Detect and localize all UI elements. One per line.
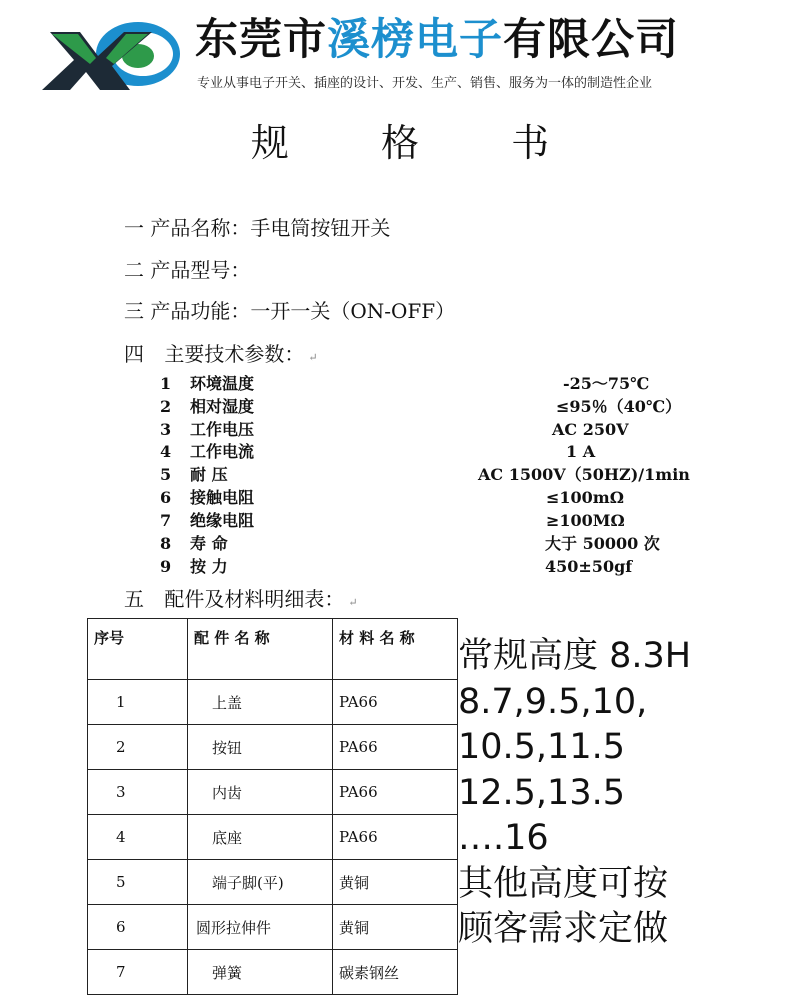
cell-material: 黄铜	[339, 918, 370, 937]
param-number: 6	[160, 488, 172, 507]
section-text: 产品名称：手电筒按钮开关	[150, 216, 391, 240]
section-text: 产品型号：	[150, 258, 251, 282]
cell-part: 内齿	[212, 783, 243, 802]
table-row	[88, 950, 458, 995]
param-name: 按 力	[190, 557, 228, 576]
table-row	[88, 815, 458, 860]
section-product-name	[124, 214, 390, 242]
paragraph-mark-icon: ↵	[348, 596, 358, 609]
company-name	[195, 14, 679, 66]
section-number: 三	[124, 299, 144, 323]
section-number: 一	[124, 216, 144, 240]
section-text: 配件及材料明细表：	[164, 587, 345, 611]
param-value: AC 1500V（50HZ)/1min	[478, 465, 690, 484]
height-options-note	[458, 634, 691, 953]
note-line: 8.7,9.5,10,	[458, 681, 648, 722]
note-line: 常规高度 8.3H	[458, 636, 692, 676]
param-name: 耐 压	[190, 465, 228, 484]
param-value: 450±50gf	[545, 557, 633, 576]
param-value: AC 250V	[552, 420, 629, 439]
table-row	[88, 860, 458, 905]
cell-index: 2	[116, 738, 126, 756]
cell-part: 上盖	[212, 693, 243, 712]
param-name: 工作电压	[190, 420, 255, 439]
section-number: 五	[124, 587, 144, 611]
param-name: 绝缘电阻	[190, 511, 255, 530]
header-cell-material: 材 料 名 称	[333, 619, 458, 680]
cell-material: PA66	[339, 738, 378, 756]
param-number: 2	[160, 397, 172, 416]
cell-material: PA66	[339, 693, 378, 711]
cell-index: 4	[116, 828, 126, 846]
company-name-highlight: 溪榜电子	[327, 15, 503, 65]
cell-part: 端子脚(平)	[212, 873, 284, 892]
section-number: 二	[124, 258, 144, 282]
company-tagline: 专业从事电子开关、插座的设计、开发、生产、销售、服务为一体的制造性企业	[197, 76, 653, 91]
param-value: ≥100MΩ	[546, 511, 625, 530]
param-value: 大于 50000 次	[545, 534, 660, 553]
bom-table	[87, 618, 458, 995]
param-value: ≤95％（40℃）	[556, 397, 682, 416]
cell-material: 碳素钢丝	[339, 963, 400, 982]
cell-part: 按钮	[212, 738, 243, 757]
section-product-function	[124, 297, 455, 325]
param-name: 接触电阻	[190, 488, 255, 507]
param-value: 1 A	[566, 442, 596, 461]
param-number: 8	[160, 534, 172, 553]
company-name-prefix: 东莞市	[195, 15, 327, 65]
param-number: 9	[160, 557, 172, 576]
section-text: 主要技术参数：	[164, 342, 305, 366]
param-name: 相对湿度	[190, 397, 255, 416]
table-header-row	[88, 619, 458, 680]
param-name: 工作电流	[190, 442, 255, 461]
company-name-suffix: 有限公司	[503, 15, 679, 65]
param-number: 7	[160, 511, 172, 530]
param-value: -25～75℃	[563, 374, 650, 393]
table-row	[88, 725, 458, 770]
company-logo	[40, 14, 190, 96]
cell-index: 3	[116, 783, 126, 801]
table-row	[88, 770, 458, 815]
cell-index: 6	[116, 918, 126, 936]
note-line: 10.5,11.5	[458, 727, 625, 767]
table-row	[88, 905, 458, 950]
note-line: 顾客需求定做	[458, 909, 669, 949]
cell-material: PA66	[339, 783, 378, 801]
cell-part: 圆形拉伸件	[196, 918, 272, 937]
cell-part: 弹簧	[212, 963, 243, 982]
header-cell-part: 配 件 名 称	[188, 619, 333, 680]
section-product-model	[124, 256, 250, 284]
cell-index: 1	[116, 693, 126, 711]
param-number: 3	[160, 420, 172, 439]
cell-material: 黄铜	[339, 873, 370, 892]
header-cell-index: 序号	[88, 619, 188, 680]
param-value: ≤100mΩ	[546, 488, 624, 507]
param-name: 环境温度	[190, 374, 255, 393]
param-name: 寿 命	[190, 534, 228, 553]
section-tech-params	[124, 340, 318, 372]
section-text: 产品功能：一开一关（ON-OFF）	[150, 299, 456, 323]
cell-index: 7	[116, 963, 126, 981]
section-bom	[124, 585, 358, 617]
table-row	[88, 680, 458, 725]
param-number: 5	[160, 465, 172, 484]
cell-part: 底座	[212, 828, 243, 847]
param-number: 4	[160, 442, 172, 461]
document-title: 规 格 书	[250, 121, 590, 165]
cell-index: 5	[116, 873, 126, 891]
note-line: ….16	[458, 818, 549, 858]
section-number: 四	[124, 342, 144, 366]
paragraph-mark-icon: ↵	[308, 351, 318, 364]
note-line: 12.5,13.5	[458, 772, 625, 813]
cell-material: PA66	[339, 828, 378, 846]
param-number: 1	[160, 374, 172, 393]
note-line: 其他高度可按	[458, 863, 669, 904]
